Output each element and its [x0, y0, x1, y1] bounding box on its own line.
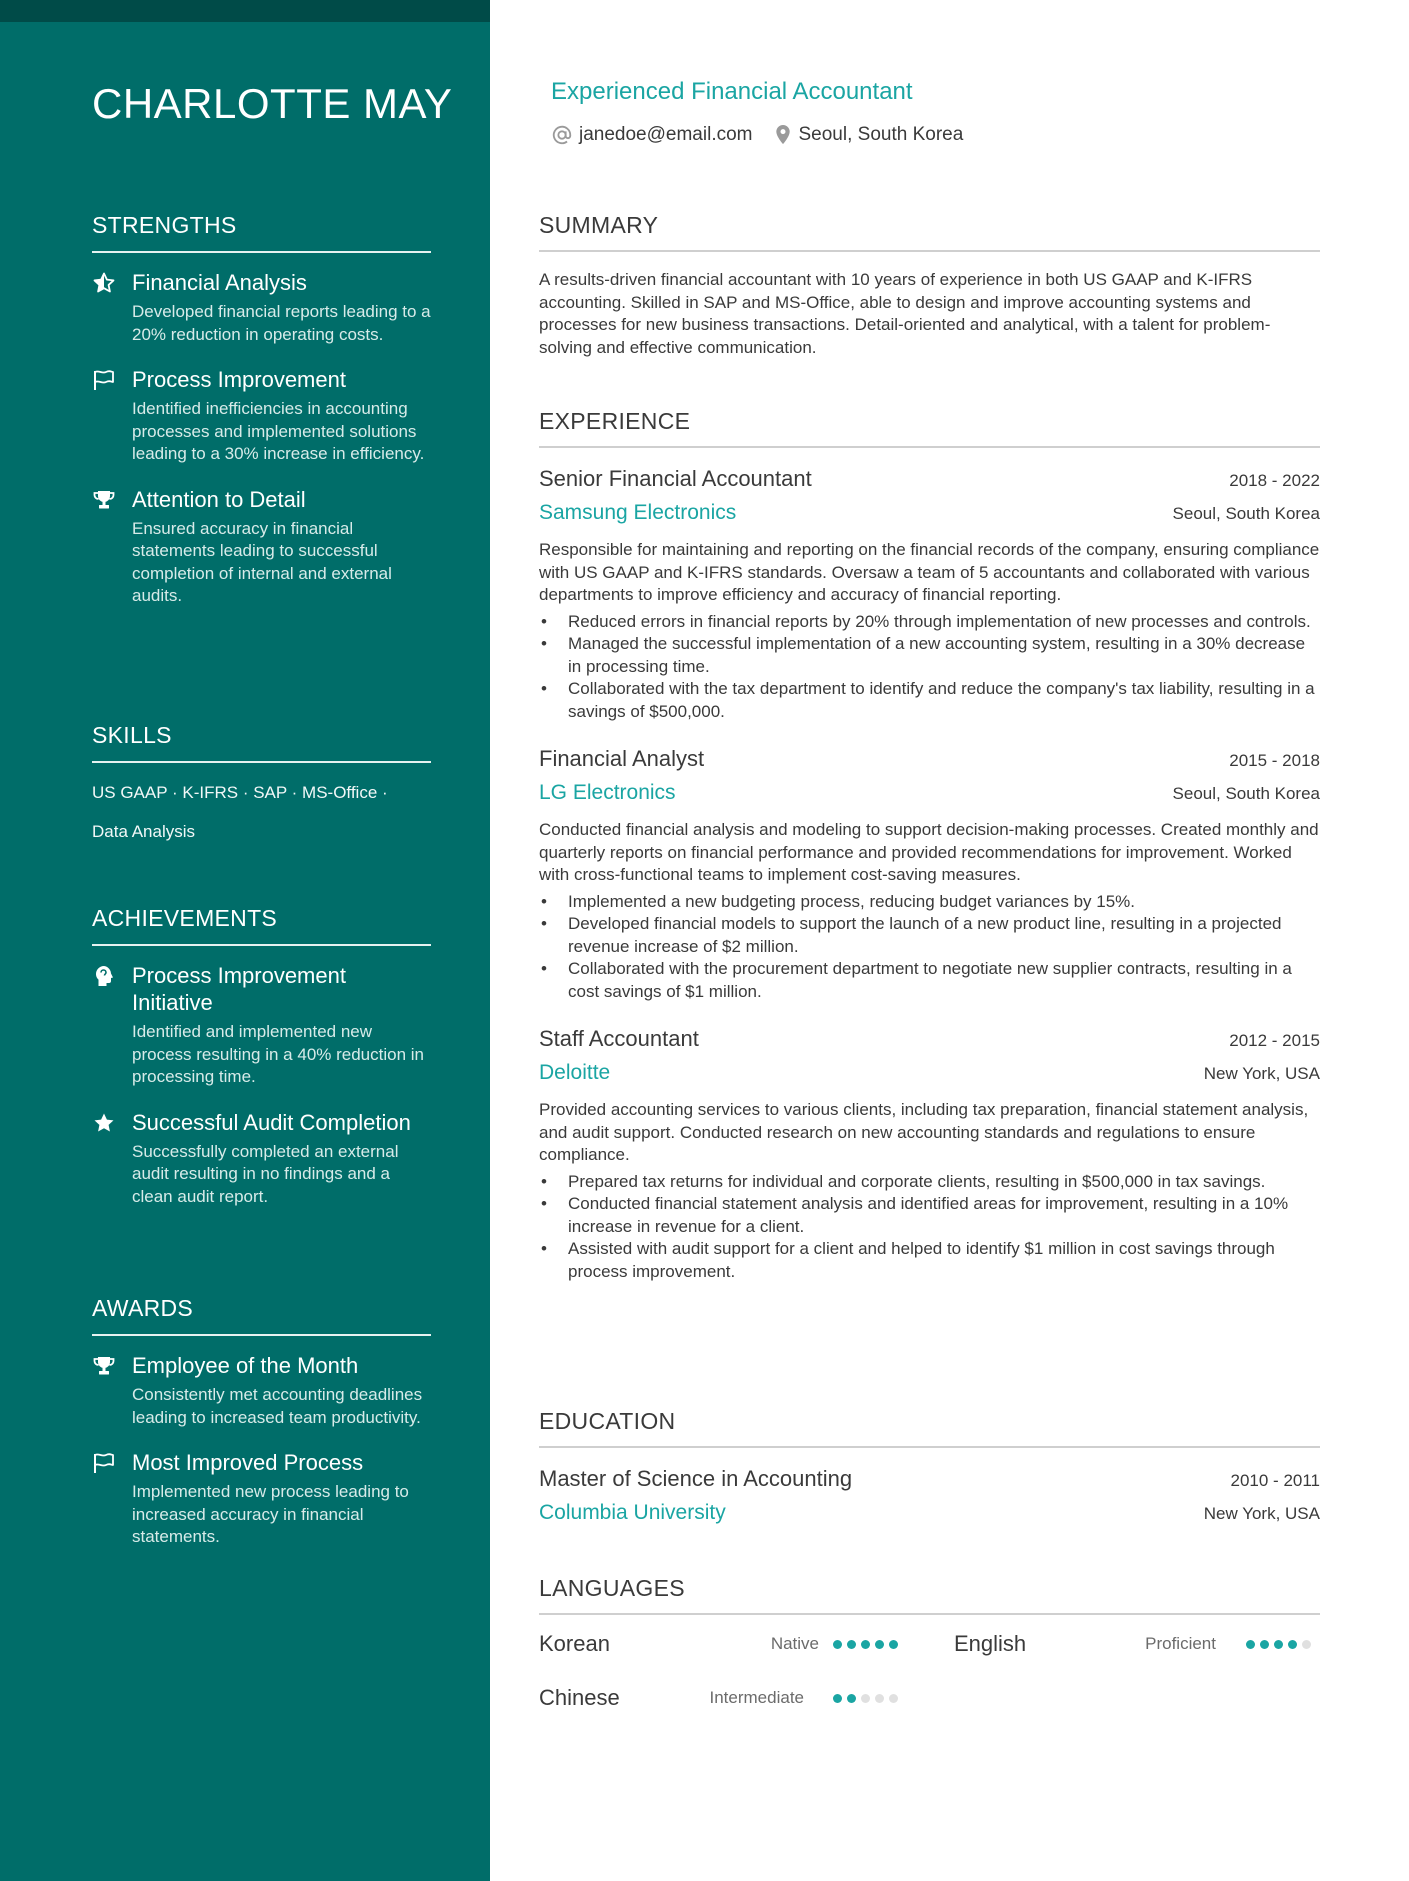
- job-title: Staff Accountant: [539, 1026, 699, 1051]
- bullet-item: • Conducted financial statement analysis and identified areas for improvement, resulting in a 10% increase in revenue for a client.: [539, 1193, 1320, 1238]
- rating-dot-filled: [875, 1640, 884, 1649]
- language-level: Proficient: [1145, 1634, 1216, 1653]
- award-item: [92, 1449, 431, 1549]
- awards-heading: AWARDS: [92, 1295, 431, 1336]
- candidate-name: CHARLOTTE MAY: [92, 80, 453, 127]
- education-entry: [539, 1462, 1320, 1530]
- strengths-section: [92, 212, 431, 608]
- job-description: Provided accounting services to various clients, including tax preparation, financial statement analysis, and audit support. Conducted research on new accounting standards and regulations to ensure compliance.: [539, 1100, 1309, 1164]
- achievement-desc: Identified and implemented new process resulting in a 40% reduction in processing time.: [132, 1022, 424, 1086]
- location-text: Seoul, South Korea: [798, 124, 964, 145]
- skills-section: [92, 722, 431, 851]
- rating-dot-filled: [833, 1640, 842, 1649]
- award-desc: Consistently met accounting deadlines leading to increased team productivity.: [132, 1385, 423, 1427]
- language-rating: [833, 1694, 898, 1703]
- job-dates: 2015 - 2018: [1229, 751, 1320, 770]
- company-name: LG Electronics: [539, 781, 676, 804]
- achievement-title: Process Improvement Initiative: [132, 963, 346, 1015]
- headline: Experienced Financial Accountant: [551, 78, 913, 105]
- bullet-item: • Collaborated with the procurement department to negotiate new supplier contracts, resulting in a cost savings of $1 million.: [539, 958, 1320, 1003]
- bullet-item: • Assisted with audit support for a client and helped to identify $1 million in cost savings through process improvement.: [539, 1238, 1320, 1283]
- rating-dot-empty: [1302, 1640, 1311, 1649]
- job-title: Senior Financial Accountant: [539, 466, 812, 491]
- language-level: Intermediate: [709, 1688, 804, 1707]
- language-name: Korean: [539, 1631, 610, 1656]
- bullet-item: • Reduced errors in financial reports by 20% through implementation of new processes and controls.: [539, 611, 1320, 634]
- company-name: Samsung Electronics: [539, 501, 737, 524]
- strength-item: [92, 366, 431, 466]
- experience-heading: EXPERIENCE: [539, 408, 1320, 448]
- job-dates: 2018 - 2022: [1229, 471, 1320, 490]
- language-rating: [1246, 1640, 1311, 1649]
- bullet-item: • Prepared tax returns for individual and corporate clients, resulting in $500,000 in tax savings.: [539, 1171, 1320, 1194]
- job-description: Conducted financial analysis and modeling to support decision-making processes. Created monthly and quarterly reports on financial performance and provided recommendations for improvement. Worked with cross-functional teams to implement cost-saving measures.: [539, 820, 1319, 884]
- rating-dot-empty: [889, 1694, 898, 1703]
- trophy-icon: [92, 488, 116, 512]
- job-dates: 2012 - 2015: [1229, 1031, 1320, 1050]
- language-name: Chinese: [539, 1685, 620, 1710]
- location-pin-icon: [773, 124, 793, 146]
- language-level: Native: [770, 1634, 819, 1653]
- languages-grid: [539, 1615, 1320, 1735]
- job-bullets: [539, 891, 1320, 1004]
- language-rating: [833, 1640, 898, 1649]
- star-half-icon: [92, 271, 116, 295]
- education-location: New York, USA: [1203, 1504, 1320, 1523]
- achievement-desc: Successfully completed an external audit resulting in no findings and a clean audit report.: [132, 1141, 399, 1206]
- job-entry: [539, 742, 1320, 1003]
- company-name: Deloitte: [539, 1061, 611, 1084]
- contact-email[interactable]: [551, 124, 753, 146]
- job-location: Seoul, South Korea: [1172, 504, 1320, 523]
- awards-section: [92, 1295, 431, 1549]
- job-description: Responsible for maintaining and reporting on the financial records of the company, ensuring compliance with US GAAP and K-IFRS standards. Oversaw a team of 5 accountants and collaborated with various departments to improve efficiency and accuracy of financial reporting.: [539, 540, 1320, 604]
- at-icon: [551, 124, 573, 146]
- languages-section: [539, 1575, 1320, 1735]
- flag-icon: [92, 368, 116, 392]
- flag-icon: [92, 1451, 116, 1475]
- job-entry: [539, 1022, 1320, 1283]
- school-name: Columbia University: [539, 1501, 726, 1524]
- summary-section: [539, 212, 1320, 359]
- language-item: [954, 1629, 1320, 1659]
- achievements-heading: ACHIEVEMENTS: [92, 905, 431, 946]
- language-item: [539, 1683, 909, 1713]
- skills-line-2: Data Analysis: [92, 822, 195, 841]
- job-entry: [539, 462, 1320, 723]
- contact-location: [773, 124, 964, 146]
- sidebar-top-bar: [0, 0, 490, 22]
- rating-dot-filled: [1246, 1640, 1255, 1649]
- job-bullets: [539, 1171, 1320, 1284]
- bullet-item: • Implemented a new budgeting process, reducing budget variances by 15%.: [539, 891, 1320, 914]
- job-title: Financial Analyst: [539, 746, 705, 771]
- education-dates: 2010 - 2011: [1230, 1471, 1320, 1490]
- bullet-item: • Managed the successful implementation of a new accounting system, resulting in a 30% decrease in processing time.: [539, 633, 1320, 678]
- bullet-item: • Collaborated with the tax department to identify and reduce the company's tax liability, resulting in a savings of $500,000.: [539, 678, 1320, 723]
- strength-item: [92, 269, 431, 346]
- achievements-section: [92, 905, 431, 1208]
- language-name: English: [954, 1631, 1027, 1656]
- job-bullets: [539, 611, 1320, 724]
- rating-dot-filled: [847, 1640, 856, 1649]
- trophy-icon: [92, 1354, 116, 1378]
- rating-dot-filled: [833, 1694, 842, 1703]
- rating-dot-empty: [875, 1694, 884, 1703]
- rating-dot-filled: [1274, 1640, 1283, 1649]
- education-heading: EDUCATION: [539, 1408, 1320, 1448]
- job-location: Seoul, South Korea: [1172, 784, 1320, 803]
- sidebar: [0, 0, 490, 1881]
- award-title: Employee of the Month: [132, 1353, 359, 1378]
- star-icon: [92, 1111, 116, 1135]
- email-text: janedoe@email.com: [579, 124, 753, 145]
- brain-head-icon: [92, 964, 116, 988]
- skills-list: [92, 773, 431, 851]
- award-desc: Implemented new process leading to increased accuracy in financial statements.: [132, 1482, 409, 1546]
- languages-heading: LANGUAGES: [539, 1575, 1320, 1615]
- strength-desc: Identified inefficiencies in accounting processes and implemented solutions leading to a 30% increase in efficiency.: [132, 399, 425, 463]
- skills-line-1: US GAAP · K-IFRS · SAP · MS-Office ·: [92, 783, 388, 802]
- summary-text: A results-driven financial accountant with 10 years of experience in both US GAAP and K-IFRS accounting. Skilled in SAP and MS-Office, able to design and improve accounting systems and processes for new business transactions. Detail-oriented and analytical, with a talent for problem-solving and effective communication.: [539, 270, 1271, 357]
- strength-item: [92, 486, 431, 608]
- degree-title: Master of Science in Accounting: [539, 1466, 853, 1491]
- rating-dot-filled: [847, 1694, 856, 1703]
- award-item: [92, 1352, 431, 1429]
- job-location: New York, USA: [1203, 1064, 1320, 1083]
- rating-dot-filled: [1288, 1640, 1297, 1649]
- rating-dot-filled: [861, 1640, 870, 1649]
- strength-title: Process Improvement: [132, 367, 346, 392]
- rating-dot-empty: [861, 1694, 870, 1703]
- contact-info: [551, 124, 983, 146]
- education-section: [539, 1408, 1320, 1530]
- award-title: Most Improved Process: [132, 1450, 364, 1475]
- strengths-heading: STRENGTHS: [92, 212, 431, 253]
- strength-desc: Ensured accuracy in financial statements leading to successful completion of internal and external audits.: [132, 518, 392, 605]
- rating-dot-filled: [1260, 1640, 1269, 1649]
- rating-dot-filled: [889, 1640, 898, 1649]
- bullet-item: • Developed financial models to support the launch of a new product line, resulting in a projected revenue increase of $2 million.: [539, 913, 1320, 958]
- strength-title: Attention to Detail: [132, 486, 306, 512]
- achievement-item: [92, 1109, 431, 1209]
- summary-heading: SUMMARY: [539, 212, 1320, 252]
- skills-heading: SKILLS: [92, 722, 431, 763]
- achievement-title: Successful Audit Completion: [132, 1109, 411, 1135]
- strength-title: Financial Analysis: [132, 270, 307, 295]
- achievement-item: [92, 962, 431, 1089]
- strength-desc: Developed financial reports leading to a 20% reduction in operating costs.: [132, 302, 431, 344]
- language-item: [539, 1629, 909, 1659]
- experience-section: [539, 408, 1320, 1283]
